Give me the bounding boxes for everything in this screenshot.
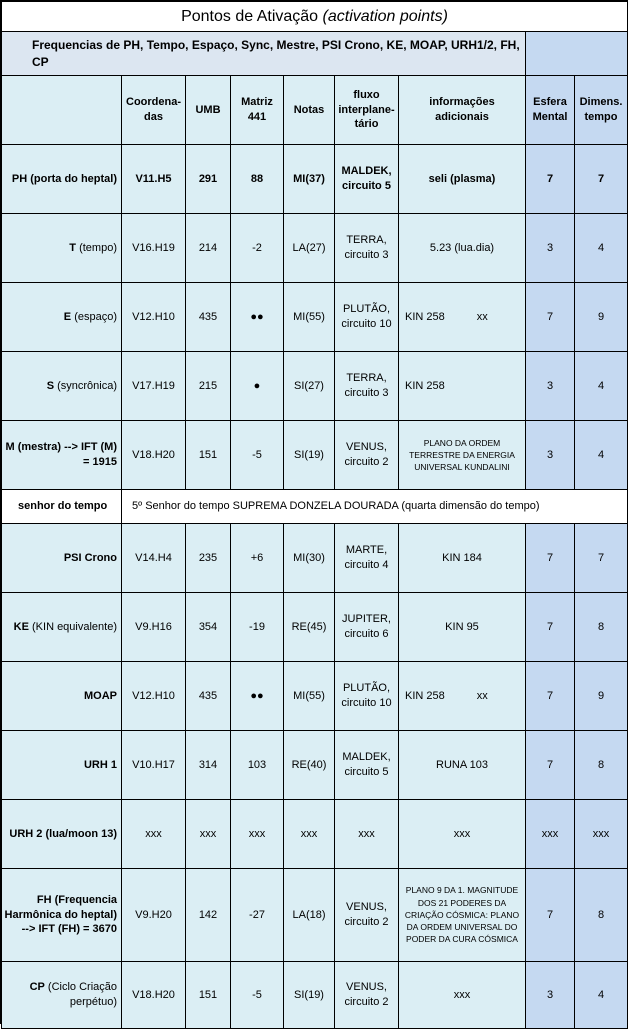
row-label: S (syncrônica) (2, 352, 122, 421)
title-row (2, 2, 628, 32)
cell-umb: 142 (186, 869, 231, 962)
cell-dimens: 4 (575, 421, 628, 490)
cell-umb: 235 (186, 524, 231, 593)
row-label: KE (KIN equivalente) (2, 593, 122, 662)
cell-fluxo: VENUS, circuito 2 (335, 421, 399, 490)
page-title: Pontos de Ativação (activation points) (2, 2, 628, 32)
cell-umb: 354 (186, 593, 231, 662)
cell-notas: MI(30) (284, 524, 335, 593)
cell-matriz: -5 (231, 421, 284, 490)
table-row-ke (2, 593, 628, 662)
cell-fluxo: TERRA, circuito 3 (335, 352, 399, 421)
cell-coord: V18.H20 (122, 962, 186, 1029)
cell-coord: xxx (122, 800, 186, 869)
header-esfera: Esfera Mental (526, 76, 575, 145)
cell-fluxo: xxx (335, 800, 399, 869)
cell-matriz: ●● (231, 662, 284, 731)
cell-esfera: 7 (526, 524, 575, 593)
cell-esfera: 3 (526, 214, 575, 283)
cell-info: RUNA 103 (399, 731, 526, 800)
cell-esfera: 7 (526, 145, 575, 214)
cell-matriz: 103 (231, 731, 284, 800)
row-label: E (espaço) (2, 283, 122, 352)
cell-esfera: 7 (526, 731, 575, 800)
cell-notas: RE(40) (284, 731, 335, 800)
cell-esfera: 7 (526, 593, 575, 662)
cell-info: KIN 258 xx (399, 662, 526, 731)
row-label: CP (Ciclo Criação perpétuo) (2, 962, 122, 1029)
cell-notas: LA(27) (284, 214, 335, 283)
cell-info: KIN 258 xx (399, 283, 526, 352)
cell-info: xxx (399, 962, 526, 1029)
header-notas: Notas (284, 76, 335, 145)
cell-esfera: xxx (526, 800, 575, 869)
cell-matriz: -5 (231, 962, 284, 1029)
header-umb: UMB (186, 76, 231, 145)
row-label: senhor do tempo (2, 490, 122, 524)
cell-fluxo: JUPITER, circuito 6 (335, 593, 399, 662)
cell-dimens: 8 (575, 869, 628, 962)
cell-dimens: 9 (575, 662, 628, 731)
cell-fluxo: MALDEK, circuito 5 (335, 145, 399, 214)
table-row-t (2, 214, 628, 283)
activation-points-table (1, 1, 628, 1029)
cell-umb: xxx (186, 800, 231, 869)
row-label: URH 2 (lua/moon 13) (2, 800, 122, 869)
cell-dimens: 8 (575, 731, 628, 800)
table-row-urh2 (2, 800, 628, 869)
cell-dimens: 4 (575, 962, 628, 1029)
cell-matriz: xxx (231, 800, 284, 869)
row-label: M (mestra) --> IFT (M) = 1915 (2, 421, 122, 490)
cell-coord: V12.H10 (122, 662, 186, 731)
cell-fluxo: PLUTÃO, circuito 10 (335, 283, 399, 352)
header-matriz: Matriz 441 (231, 76, 284, 145)
header-fluxo: fluxo interplane-tário (335, 76, 399, 145)
table-row-s (2, 352, 628, 421)
row-label: URH 1 (2, 731, 122, 800)
cell-matriz: +6 (231, 524, 284, 593)
cell-info: PLANO 9 DA 1. MAGNITUDE DOS 21 PODERES DA CRIAÇÃO CÓSMICA: PLANO DA ORDEM UNIVERSAL DO PODER DA CURA CÓSMICA (399, 869, 526, 962)
table-row-moap (2, 662, 628, 731)
cell-fluxo: MARTE, circuito 4 (335, 524, 399, 593)
table-row-urh1 (2, 731, 628, 800)
cell-coord: V17.H19 (122, 352, 186, 421)
subtitle-row (2, 32, 628, 76)
table-row-cp (2, 962, 628, 1029)
row-label: T (tempo) (2, 214, 122, 283)
header-label-blank (2, 76, 122, 145)
cell-coord: V9.H20 (122, 869, 186, 962)
cell-coord: V14.H4 (122, 524, 186, 593)
cell-esfera: 7 (526, 283, 575, 352)
table-row-senhor (2, 490, 628, 524)
subtitle-right-fill (526, 32, 628, 76)
cell-notas: MI(55) (284, 662, 335, 731)
cell-matriz: ● (231, 352, 284, 421)
cell-info: 5.23 (lua.dia) (399, 214, 526, 283)
cell-matriz: 88 (231, 145, 284, 214)
cell-dimens: 4 (575, 214, 628, 283)
cell-umb: 215 (186, 352, 231, 421)
table-row-m (2, 421, 628, 490)
cell-esfera: 3 (526, 962, 575, 1029)
cell-fluxo: MALDEK, circuito 5 (335, 731, 399, 800)
cell-notas: LA(18) (284, 869, 335, 962)
cell-dimens: 8 (575, 593, 628, 662)
cell-fluxo: TERRA, circuito 3 (335, 214, 399, 283)
cell-dimens: 7 (575, 145, 628, 214)
cell-dimens: xxx (575, 800, 628, 869)
header-row (2, 76, 628, 145)
cell-info: seli (plasma) (399, 145, 526, 214)
cell-esfera: 3 (526, 352, 575, 421)
cell-umb: 151 (186, 421, 231, 490)
cell-umb: 291 (186, 145, 231, 214)
cell-umb: 151 (186, 962, 231, 1029)
cell-notas: SI(27) (284, 352, 335, 421)
cell-esfera: 3 (526, 421, 575, 490)
subtitle: Frequencias de PH, Tempo, Espaço, Sync, Mestre, PSI Crono, KE, MOAP, URH1/2, FH, CP (2, 32, 526, 76)
cell-dimens: 7 (575, 524, 628, 593)
cell-info: PLANO DA ORDEM TERRESTRE DA ENERGIA UNIVERSAL KUNDALINI (399, 421, 526, 490)
header-info: informações adicionais (399, 76, 526, 145)
cell-fluxo: PLUTÃO, circuito 10 (335, 662, 399, 731)
cell-esfera: 7 (526, 869, 575, 962)
cell-matriz: -2 (231, 214, 284, 283)
cell-info: KIN 258 (399, 352, 526, 421)
row-label: FH (Frequencia Harmônica do heptal) --> IFT (FH) = 3670 (2, 869, 122, 962)
cell-matriz: -27 (231, 869, 284, 962)
cell-esfera: 7 (526, 662, 575, 731)
cell-info: KIN 184 (399, 524, 526, 593)
row-label: MOAP (2, 662, 122, 731)
cell-coord: V18.H20 (122, 421, 186, 490)
cell-notas: SI(19) (284, 962, 335, 1029)
cell-notas: xxx (284, 800, 335, 869)
cell-coord: V16.H19 (122, 214, 186, 283)
cell-fluxo: VENUS, circuito 2 (335, 962, 399, 1029)
cell-fluxo: VENUS, circuito 2 (335, 869, 399, 962)
row-label: PSI Crono (2, 524, 122, 593)
cell-dimens: 4 (575, 352, 628, 421)
cell-notas: SI(19) (284, 421, 335, 490)
cell-notas: MI(55) (284, 283, 335, 352)
cell-matriz: ●● (231, 283, 284, 352)
cell-matriz: -19 (231, 593, 284, 662)
cell-coord: V10.H17 (122, 731, 186, 800)
header-dimens: Dimens. tempo (575, 76, 628, 145)
row-label: PH (porta do heptal) (2, 145, 122, 214)
cell-coord: V9.H16 (122, 593, 186, 662)
table-row-ph (2, 145, 628, 214)
table-row-fh (2, 869, 628, 962)
cell-notas: MI(37) (284, 145, 335, 214)
cell-coord: V11.H5 (122, 145, 186, 214)
cell-umb: 435 (186, 283, 231, 352)
cell-info: KIN 95 (399, 593, 526, 662)
table-row-e (2, 283, 628, 352)
senhor-text: 5º Senhor do tempo SUPREMA DONZELA DOURADA (quarta dimensão do tempo) (122, 490, 628, 524)
cell-umb: 435 (186, 662, 231, 731)
cell-notas: RE(45) (284, 593, 335, 662)
cell-umb: 214 (186, 214, 231, 283)
cell-umb: 314 (186, 731, 231, 800)
header-coord: Coordena-das (122, 76, 186, 145)
cell-dimens: 9 (575, 283, 628, 352)
cell-info: xxx (399, 800, 526, 869)
table-row-psi (2, 524, 628, 593)
cell-coord: V12.H10 (122, 283, 186, 352)
